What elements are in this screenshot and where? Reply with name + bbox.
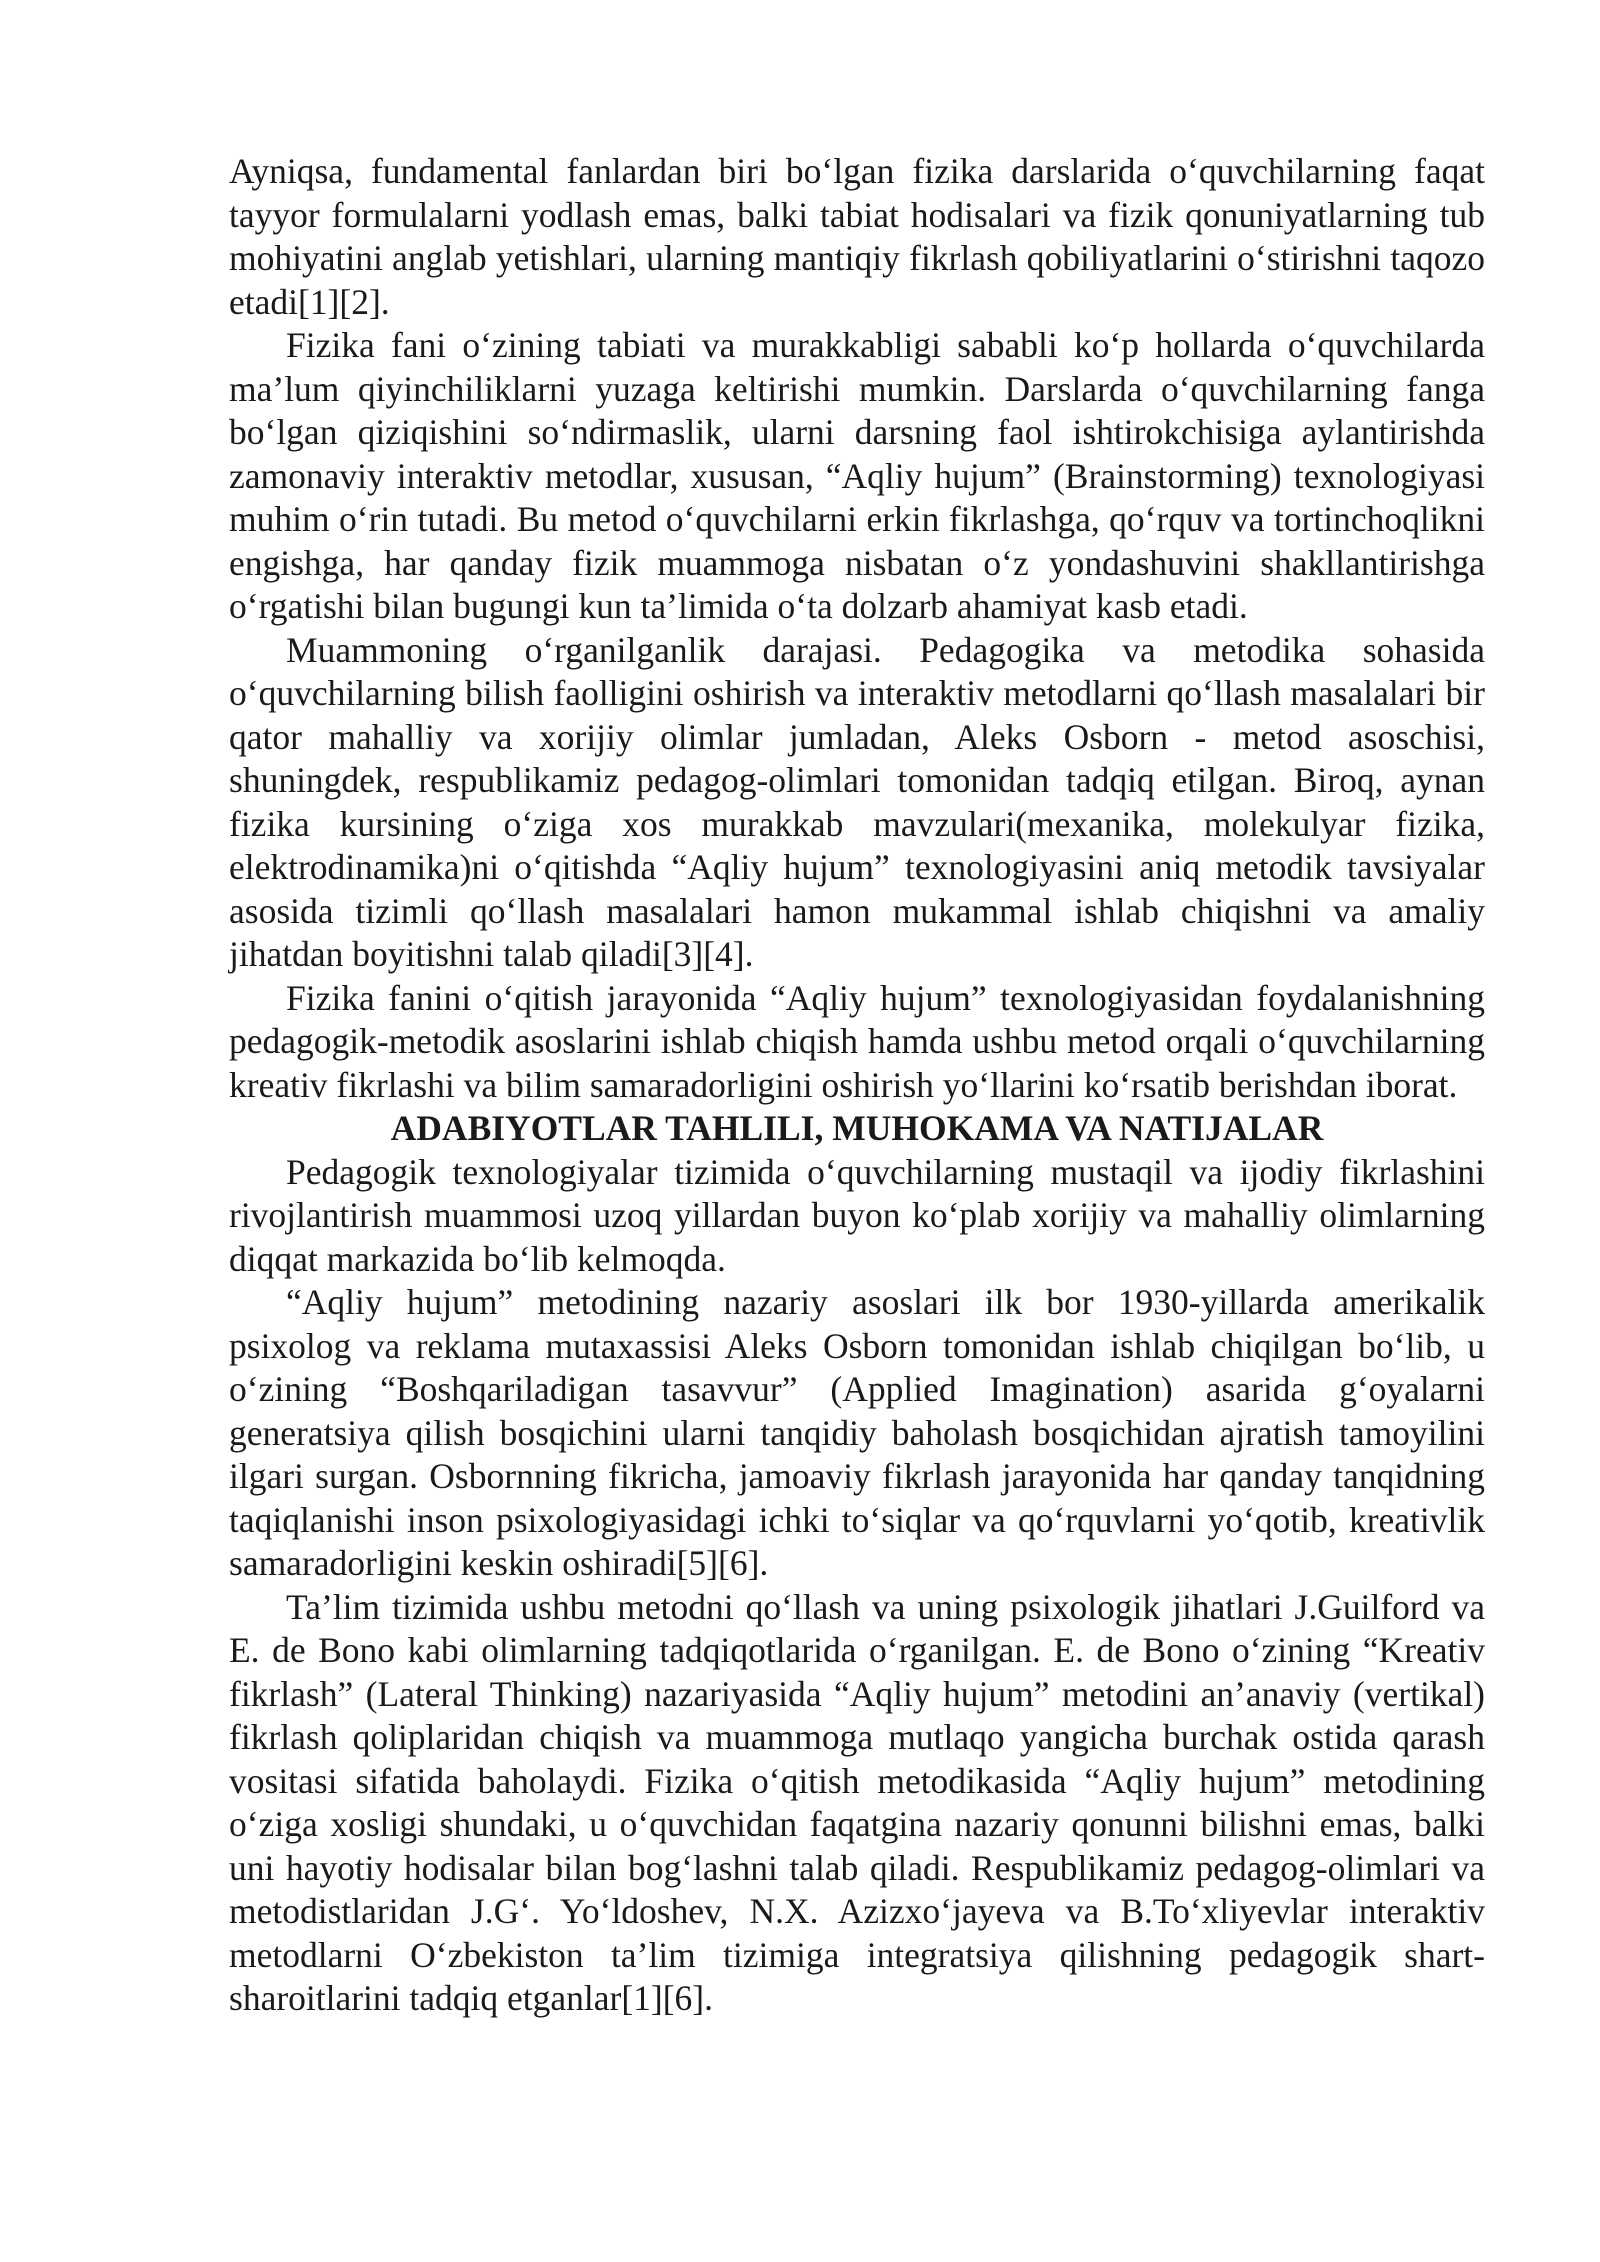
- paragraph-osborn: “Aqliy hujum” metodining nazariy asoslari ilk bor 1930-yillarda amerikalik psixolog va reklama mutaxassisi Aleks Osborn tomonidan ishlab chiqilgan bo‘lib, u o‘zining “Boshqariladigan tasavvur” (Applied Imagination) asarida g‘oyalarni generatsiya qilish bosqichini ularni tanqidiy baholash bosqichidan ajratish tamoyilini ilgari surgan. Osbornning fikricha, jamoaviy fikrlash jarayonida har qanday tanqidning taqiqlanishi inson psixologiyasidagi ichki to‘siqlar va qo‘rquvlarni yo‘qotib, kreativlik samaradorligini keskin oshiradi[5][6].: [229, 1282, 1485, 1583]
- paragraph-intro: Ayniqsa, fundamental fanlardan biri bo‘lgan fizika darslarida o‘quvchilarning faqat tayyor formulalarni yodlash emas, balki tabiat hodisalari va fizik qonuniyatlarning tub mohiyatini anglab yetishlari, ularning mantiqiy fikrlash qobiliyatlarini o‘stirishni taqozo etadi[1][2].: [229, 151, 1485, 322]
- paragraph-guilford-debono: Ta’lim tizimida ushbu metodni qo‘llash va uning psixologik jihatlari J.Guilford va E. de Bono kabi olimlarning tadqiqotlarida o‘rganilgan. E. de Bono o‘zining “Kreativ fikrlash” (Lateral Thinking) nazariyasida “Aqliy hujum” metodini an’anaviy (vertikal) fikrlash qoliplaridan chiqish va muammoga mutlaqo yangicha burchak ostida qarash vositasi sifatida baholaydi. Fizika o‘qitish metodikasida “Aqliy hujum” metodining o‘ziga xosligi shundaki, u o‘quvchidan faqatgina nazariy qonunni bilishni emas, balki uni hayotiy hodisalar bilan bog‘lashni talab qiladi. Respublikamiz pedagog-olimlari va metodistlaridan J.G‘. Yo‘ldoshev, N.X. Azizxo‘jayeva va B.To‘xliyevlar interaktiv metodlarni O‘zbekiston ta’lim tizimiga integratsiya qilishning pedagogik shart-sharoitlarini tadqiq etganlar[1][6].: [229, 1586, 1485, 2018]
- paragraph-literature-intro: Pedagogik texnologiyalar tizimida o‘quvchilarning mustaqil va ijodiy fikrlashini rivojlantirish muammosi uzoq yillardan buyon ko‘plab xorijiy va mahalliy olimlarning diqqat markazida bo‘lib kelmoqda.: [229, 1151, 1485, 1279]
- paragraph-physics-difficulty: Fizika fani o‘zining tabiati va murakkabligi sababli ko‘p hollarda o‘quvchilarda ma’lum qiyinchiliklarni yuzaga keltirishi mumkin. Darslarda o‘quvchilarning fanga bo‘lgan qiziqishini so‘ndirmaslik, ularni darsning faol ishtirokchisiga aylantirishda zamonaviy interaktiv metodlar, xususan, “Aqliy hujum” (Brainstorming) texnologiyasi muhim o‘rin tutadi. Bu metod o‘quvchilarni erkin fikrlashga, qo‘rquv va tortinchoqlikni engishga, har qanday fizik muammoga nisbatan o‘z yondashuvini shakllantirishga o‘rgatishi bilan bugungi kun ta’limida o‘ta dolzarb ahamiyat kasb etadi.: [229, 325, 1485, 626]
- document-page: [229, 150, 1485, 2021]
- paragraph-research-level: Muammoning o‘rganilganlik darajasi. Pedagogika va metodika sohasida o‘quvchilarning bilish faolligini oshirish va interaktiv metodlarni qo‘llash masalalari bir qator mahalliy va xorijiy olimlar jumladan, Aleks Osborn - metod asoschisi, shuningdek, respublikamiz pedagog-olimlari tomonidan tadqiq etilgan. Biroq, aynan fizika kursining o‘ziga xos murakkab mavzulari(mexanika, molekulyar fizika, elektrodinamika)ni o‘qitishda “Aqliy hujum” texnologiyasini aniq metodik tavsiyalar asosida tizimli qo‘llash masalalari hamon mukammal ishlab chiqishni va amaliy jihatdan boyitishni talab qiladi[3][4].: [229, 629, 1485, 974]
- paragraph-research-goal: Fizika fanini o‘qitish jarayonida “Aqliy hujum” texnologiyasidan foydalanishning pedagogik-metodik asoslarini ishlab chiqish hamda ushbu metod orqali o‘quvchilarning kreativ fikrlashi va bilim samaradorligini oshirish yo‘llarini ko‘rsatib berishdan iborat.: [229, 977, 1485, 1105]
- section-heading: ADABIYOTLAR TAHLILI, MUHOKAMA VA NATIJALAR: [390, 1108, 1324, 1148]
